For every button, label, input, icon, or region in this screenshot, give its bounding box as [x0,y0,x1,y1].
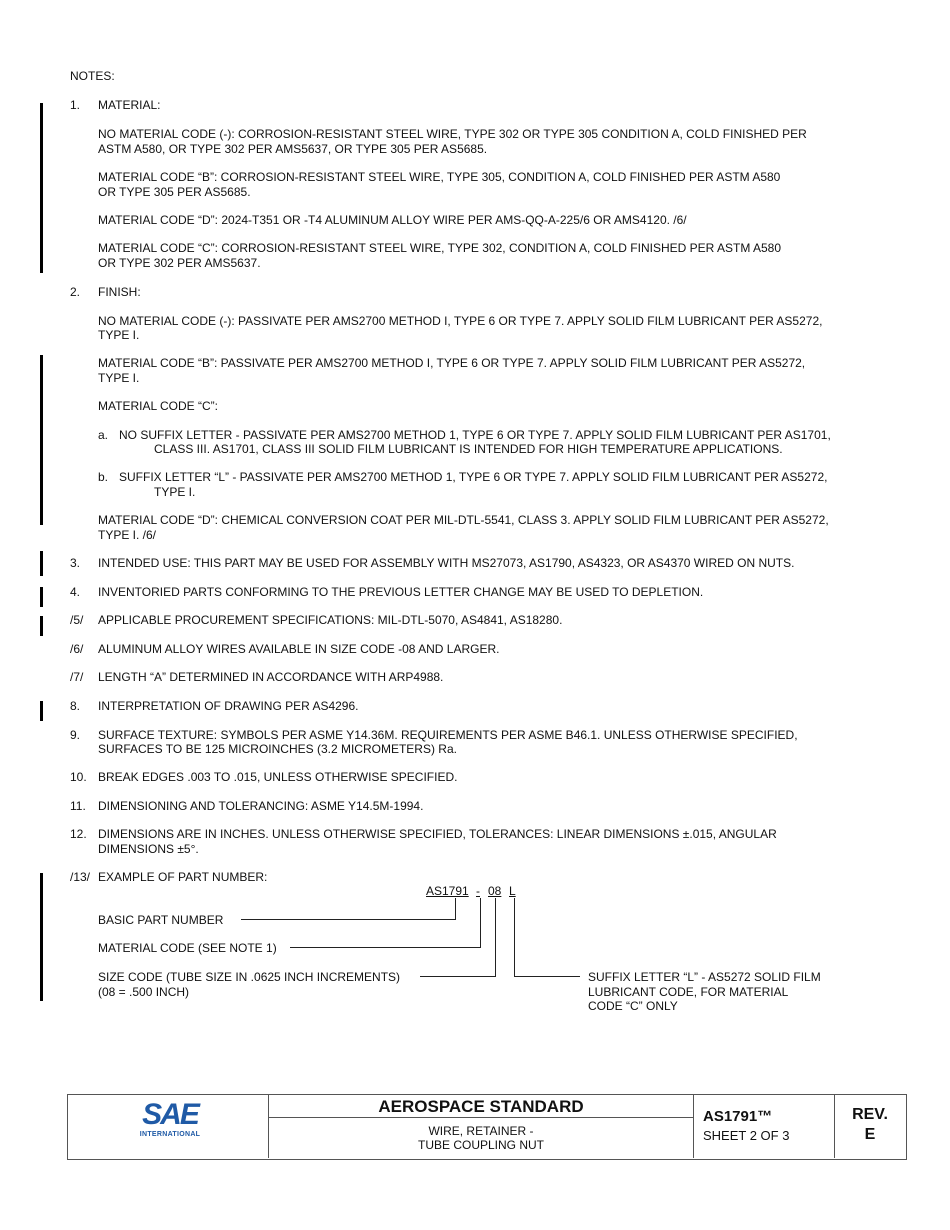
note-number: 8. [70,699,81,713]
leader-material [290,898,481,948]
note-number: 11. [70,799,86,813]
note-text: INTENDED USE: THIS PART MAY BE USED FOR ASSEMBLY WITH MS27073, AS1790, AS4323, OR AS4370 WIRED ON NUTS. [98,556,795,570]
notes-title: NOTES: [70,69,115,83]
rev-label: REV. [852,1106,888,1123]
pn-label-suffix: SUFFIX LETTER “L” - AS5272 SOLID FILM [588,970,821,984]
leader-size [420,898,496,977]
note-number: 12. [70,827,87,841]
note-text: MATERIAL CODE “B”: CORROSION-RESISTANT STEEL WIRE, TYPE 305, CONDITION A, COLD FINISHED PER ASTM A580 [98,170,781,184]
note-text: TYPE I. /6/ [98,528,157,542]
note-text: NO MATERIAL CODE (-): PASSIVATE PER AMS2700 METHOD I, TYPE 6 OR TYPE 7. APPLY SOLID FILM LUBRICANT PER AS5272, [98,314,823,328]
pn-size: 08 [488,884,502,898]
pn-basic: AS1791 [426,884,469,898]
sub-text: TYPE I. [154,485,196,499]
note-text: OR TYPE 302 PER AMS5637. [98,256,261,270]
note-number: 2. [70,285,81,299]
note-title: FINISH: [98,285,141,299]
note-title: MATERIAL: [98,98,161,112]
note-text: LENGTH “A” DETERMINED IN ACCORDANCE WITH ARP4988. [98,670,444,684]
sheet-number: SHEET 2 OF 3 [703,1128,790,1143]
note-text: ALUMINUM ALLOY WIRES AVAILABLE IN SIZE CODE -08 AND LARGER. [98,642,500,656]
doc-number: AS1791™ [703,1108,773,1125]
leader-basic [241,898,456,920]
doc-subtitle: TUBE COUPLING NUT [417,1138,544,1152]
note-text: DIMENSIONS ARE IN INCHES. UNLESS OTHERWISE SPECIFIED, TOLERANCES: LINEAR DIMENSIONS ±.015, ANGULAR [98,827,777,841]
sae-logo-sub: INTERNATIONAL [139,1131,201,1138]
note-text: MATERIAL CODE “D”: 2024-T351 OR -T4 ALUMINUM ALLOY WIRE PER AMS-QQ-A-225/6 OR AMS4120. /6/ [98,213,687,227]
pn-label-suffix: CODE “C” ONLY [588,999,678,1013]
pn-label-size: (08 = .500 INCH) [98,985,190,999]
doc-heading: AEROSPACE STANDARD [378,1097,584,1116]
note-number: 10. [70,770,87,784]
note-number: 1. [70,98,81,112]
note-text: SURFACES TO BE 125 MICROINCHES (3.2 MICROMETERS) Ra. [98,742,457,756]
sub-text: NO SUFFIX LETTER - PASSIVATE PER AMS2700 METHOD 1, TYPE 6 OR TYPE 7. APPLY SOLID FILM LUBRICANT PER AS1701, [119,428,831,442]
pn-dash: - [476,884,480,898]
note-text: MATERIAL CODE “B”: PASSIVATE PER AMS2700 METHOD I, TYPE 6 OR TYPE 7. APPLY SOLID FILM LUBRICANT PER AS5272, [98,356,806,370]
note-text: ASTM A580, OR TYPE 302 PER AMS5637, OR TYPE 305 PER AS5685. [98,142,488,156]
note-text: MATERIAL CODE “C”: CORROSION-RESISTANT STEEL WIRE, TYPE 302, CONDITION A, COLD FINISHED PER ASTM A580 [98,241,782,255]
note-number: /13/ [70,870,91,884]
note-number: 9. [70,728,81,742]
note-text: BREAK EDGES .003 TO .015, UNLESS OTHERWISE SPECIFIED. [98,770,458,784]
note-number: /7/ [70,670,84,684]
sub-label: a. [98,428,109,442]
sub-text: SUFFIX LETTER “L” - PASSIVATE PER AMS2700 METHOD 1, TYPE 6 OR TYPE 7. APPLY SOLID FILM LUBRICANT PER AS5272, [119,470,828,484]
pn-suffix: L [509,884,516,898]
pn-label-material: MATERIAL CODE (SEE NOTE 1) [98,941,277,955]
note-text: TYPE I. [98,371,140,385]
sub-text: CLASS III. AS1701, CLASS III SOLID FILM LUBRICANT IS INTENDED FOR HIGH TEMPERATURE APPLICATIONS. [154,442,783,456]
note-text: APPLICABLE PROCUREMENT SPECIFICATIONS: MIL-DTL-5070, AS4841, AS18280. [98,613,563,627]
rev-value: E [864,1126,876,1143]
note-text: SURFACE TEXTURE: SYMBOLS PER ASME Y14.36M. REQUIREMENTS PER ASME B46.1. UNLESS OTHERWISE SPECIFIED, [98,728,798,742]
note-number: 4. [70,585,81,599]
doc-subtitle: WIRE, RETAINER - [428,1124,534,1138]
note-number: /5/ [70,613,84,627]
leader-suffix [515,898,581,977]
note-text: NO MATERIAL CODE (-): CORROSION-RESISTANT STEEL WIRE, TYPE 302 OR TYPE 305 CONDITION A, COLD FINISHED PER [98,127,807,141]
note-text: MATERIAL CODE “C”: [98,399,219,413]
note-text: EXAMPLE OF PART NUMBER: [98,870,268,884]
note-text: TYPE I. [98,328,140,342]
note-text: INVENTORIED PARTS CONFORMING TO THE PREVIOUS LETTER CHANGE MAY BE USED TO DEPLETION. [98,585,704,599]
note-text: OR TYPE 305 PER AS5685. [98,185,251,199]
title-block-divider [693,1094,694,1158]
note-number: 3. [70,556,81,570]
note-text: DIMENSIONING AND TOLERANCING: ASME Y14.5M-1994. [98,799,424,813]
pn-label-suffix: LUBRICANT CODE, FOR MATERIAL [588,985,789,999]
sub-label: b. [98,470,109,484]
note-text: INTERPRETATION OF DRAWING PER AS4296. [98,699,359,713]
title-block-divider [268,1117,693,1118]
sae-logo [130,1100,210,1144]
pn-label-size: SIZE CODE (TUBE SIZE IN .0625 INCH INCREMENTS) [98,970,401,984]
note-text: MATERIAL CODE “D”: CHEMICAL CONVERSION COAT PER MIL-DTL-5541, CLASS 3. APPLY SOLID FILM LUBRICANT PER AS5272, [98,513,829,527]
note-number: /6/ [70,642,84,656]
sae-logo-mark: SAE [142,1098,198,1131]
note-text: DIMENSIONS ±5°. [98,842,199,856]
pn-label-basic: BASIC PART NUMBER [98,913,224,927]
